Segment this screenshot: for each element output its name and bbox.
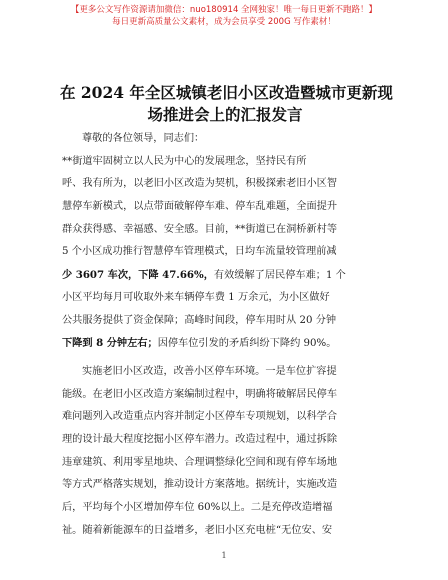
title-line-2: 场推进会上的汇报发言 — [147, 105, 303, 124]
text-run: 群众获得感、幸福感、安全感。目前，**街道已在洞桥新村等 — [62, 223, 338, 235]
paragraph-1-line-6 — [62, 264, 388, 287]
text-run: 理的设计最大程度挖掘小区停车潜力。改造过程中，通过拆除 — [62, 433, 338, 445]
paragraph-1-line-5 — [62, 241, 388, 264]
text-run: 公共服务提供了资金保障；高峰时间段，停车用时从 20 分钟 — [62, 314, 337, 326]
paragraph-2-line-7 — [62, 497, 388, 520]
paragraph-1-line-9 — [62, 332, 388, 355]
bold-text-run: 下降到 8 分钟左右； — [62, 337, 158, 350]
paragraph-2-line-6 — [62, 474, 388, 497]
text-run: 等方式严格落实规划，推动设计方案落地。据统计，实施改造 — [62, 479, 338, 491]
text-run: 呼、我有所为，以老旧小区改造为契机，积极探索老旧小区智 — [62, 178, 338, 190]
promo-banner-line-2: 每日更新高质量公文素材，成为会员享受 200G 写作素材！ — [112, 17, 336, 27]
text-run: 后，平均每个小区增加停车位 60%以上。二是充停改造增福 — [62, 502, 333, 513]
paragraph-2-line-1 — [62, 361, 388, 384]
text-run: 实施老旧小区改造，改善小区停车环境。一是车位扩容提 — [82, 365, 337, 377]
text-run: 小区平均每月可收取外来车辆停车费 1 万余元，为小区做好 — [62, 291, 330, 303]
text-run: 难问题列入改造重点内容并制定小区停车专项规划，以科学合 — [62, 411, 338, 423]
paragraph-2-line-5 — [62, 452, 388, 475]
paragraph-1-line-3 — [62, 196, 388, 219]
promo-banner — [0, 4, 448, 28]
paragraph-1-line-1 — [62, 151, 388, 174]
promo-banner-line-1: 【更多公文写作资源请加微信：nuo180914 全网独家！唯一每日更新不跑路！】 — [70, 5, 378, 15]
page-number: 1 — [221, 551, 227, 560]
text-run: 慧停车新模式，以点带面破解停车难、停车乱难题，全面提升 — [62, 201, 338, 213]
bold-text-run: 少 3607 车次，下降 47.66%， — [62, 269, 214, 282]
document-title — [60, 82, 393, 126]
paragraph-1-line-7 — [62, 287, 388, 310]
paragraph-2-line-8 — [62, 520, 388, 543]
salutation: 尊敬的各位领导，同志们： — [82, 133, 205, 144]
paragraph-1-line-2 — [62, 173, 388, 196]
text-run: 5 个小区成功推行智慧停车管理模式，日均车流量较管理前减 — [62, 246, 337, 258]
text-run: 有效缓解了居民停车难；1 个 — [213, 270, 346, 282]
text-run: 违章建筑、利用零星地块、合理调整绿化空间和现有停车场地 — [62, 456, 338, 468]
document-body — [62, 128, 388, 542]
text-run: 祉。随着新能源车的日益增多，老旧小区充电桩“无位安、安 — [62, 524, 333, 536]
text-run: 能级。在老旧小区改造方案编制过程中，明确将破解居民停车 — [62, 388, 338, 400]
title-line-1: 在 2024 年全区城镇老旧小区改造暨城市更新现 — [60, 83, 393, 102]
paragraph-2-line-4 — [62, 429, 388, 452]
paragraph-1-line-8 — [62, 310, 388, 333]
text-run: 因停车位引发的矛盾纠纷下降约 90%。 — [157, 338, 337, 350]
paragraph-2-line-3 — [62, 406, 388, 429]
paragraph-2-line-2 — [62, 384, 388, 407]
text-run: **街道牢固树立以人民为中心的发展理念，坚持民有所 — [62, 155, 307, 167]
paragraph-1-line-4 — [62, 219, 388, 242]
